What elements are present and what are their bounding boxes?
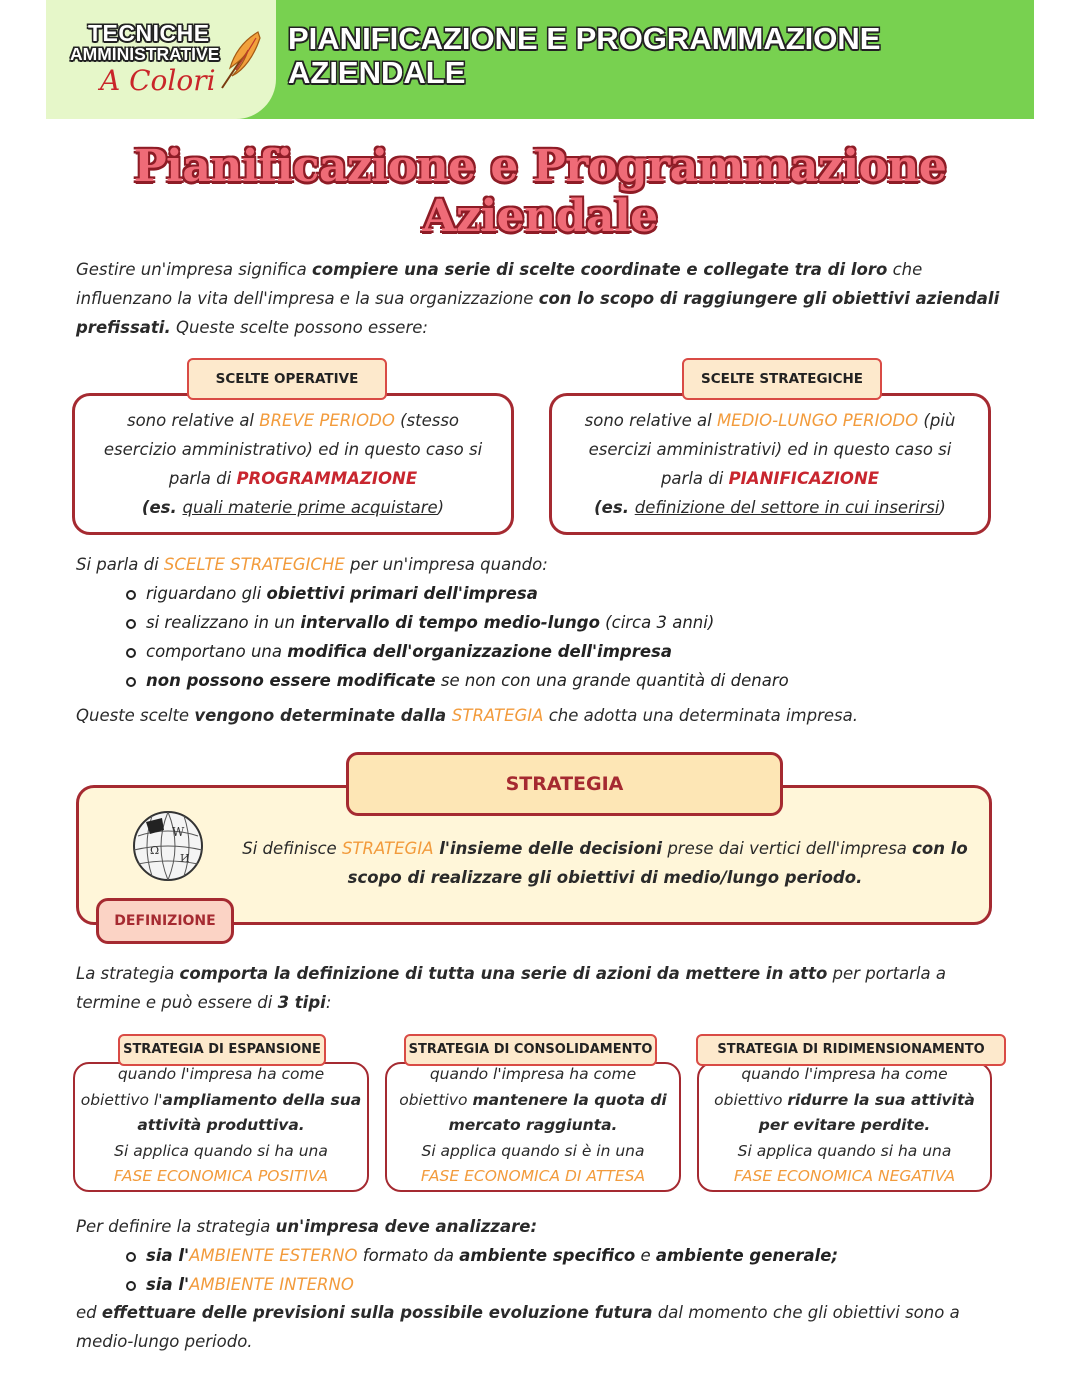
svg-text:И: И xyxy=(180,852,190,865)
feather-icon xyxy=(218,28,264,90)
strategia-ridimensionamento-text: quando l'impresa ha come obiettivo ridurre la sua attività per evitare perdite. Si applica quando si ha una FASE ECONOMICA NEGATIVA xyxy=(714,1065,975,1185)
strategia-espansione-text: quando l'impresa ha come obiettivo l'ampliamento della sua attività produttiva. Si applica quando si ha una FASE ECONOMICA POSITIVA xyxy=(80,1065,362,1185)
logo-line-1: TECNICHE xyxy=(88,20,210,46)
header-title xyxy=(288,22,880,90)
tipi-intro: La strategia comporta la definizione di tutta una serie di azioni da mettere in atto per portarla a termine e può essere di 3 tipi: xyxy=(76,964,946,1012)
scelte-strategiche-tag: SCELTE STRATEGICHE xyxy=(682,358,882,400)
header-title-line-2: AZIENDALE xyxy=(288,55,466,90)
strategic-when-list xyxy=(124,579,789,695)
definizione-tag: DEFINIZIONE xyxy=(96,898,234,944)
header-title-line-1: PIANIFICAZIONE E PROGRAMMAZIONE xyxy=(288,21,881,56)
strategia-tag: STRATEGIA xyxy=(346,752,783,816)
page-title xyxy=(0,142,1080,242)
strategia-espansione-tag: STRATEGIA DI ESPANSIONE xyxy=(118,1034,326,1066)
list-item: sia l'AMBIENTE INTERNO xyxy=(124,1270,838,1299)
analisi-closing: ed effettuare delle previsioni sulla possibile evoluzione futura dal momento che gli obiettivi sono a medio-lungo periodo. xyxy=(76,1303,960,1351)
list-item: sia l'AMBIENTE ESTERNO formato da ambiente specifico e ambiente generale; xyxy=(124,1241,838,1270)
svg-text:W: W xyxy=(172,825,185,839)
strategia-definition: Si definisce STRATEGIA l'insieme delle decisioni prese dai vertici dell'impresa con lo scopo di realizzare gli obiettivi di medio/lungo periodo. xyxy=(242,839,968,887)
scelte-operative-tag: SCELTE OPERATIVE xyxy=(187,358,387,400)
strategic-when-intro: Si parla di SCELTE STRATEGICHE per un'impresa quando: xyxy=(76,555,548,574)
analisi-list xyxy=(124,1241,838,1299)
strategia-consolidamento-tag: STRATEGIA DI CONSOLIDAMENTO xyxy=(404,1034,657,1066)
list-item: si realizzano in un intervallo di tempo medio-lungo (circa 3 anni) xyxy=(124,608,789,637)
strategic-when-closing: Queste scelte vengono determinate dalla STRATEGIA che adotta una determinata impresa. xyxy=(76,706,858,725)
strategia-ridimensionamento-tag: STRATEGIA DI RIDIMENSIONAMENTO xyxy=(696,1034,1006,1066)
page-title-line-2: Aziendale xyxy=(422,191,658,242)
analisi-intro: Per definire la strategia un'impresa deve analizzare: xyxy=(76,1217,538,1236)
intro-paragraph: Gestire un'impresa significa compiere una serie di scelte coordinate e collegate tra di loro che influenzano la vita dell'impresa e la sua organizzazione con lo scopo di raggiungere gli obiettivi aziendali prefissati. Queste scelte possono essere: xyxy=(76,260,1000,337)
scelte-strategiche-text: sono relative al MEDIO-LUNGO PERIODO (più esercizi amministrativi) ed in questo caso si parla di PIANIFICAZIONE (es. definizione del settore in cui inserirsi) xyxy=(584,411,956,517)
list-item: non possono essere modificate se non con una grande quantità di denaro xyxy=(124,666,789,695)
logo-line-2: AMMINISTRATIVE xyxy=(70,44,220,64)
list-item: comportano una modifica dell'organizzazione dell'impresa xyxy=(124,637,789,666)
scelte-operative-text: sono relative al BREVE PERIODO (stesso esercizio amministrativo) ed in questo caso si parla di PROGRAMMAZIONE (es. quali materie prime acquistare) xyxy=(103,411,483,517)
list-item: riguardano gli obiettivi primari dell'impresa xyxy=(124,579,789,608)
logo-line-3: A Colori xyxy=(100,64,216,97)
svg-text:Ω: Ω xyxy=(150,844,160,857)
page-title-line-1: Pianificazione e Programmazione xyxy=(133,141,947,192)
strategia-consolidamento-text: quando l'impresa ha come obiettivo mantenere la quota di mercato raggiunta. Si applica quando si è in una FASE ECONOMICA DI ATTESA xyxy=(399,1065,667,1185)
wikipedia-globe-icon xyxy=(124,806,212,886)
